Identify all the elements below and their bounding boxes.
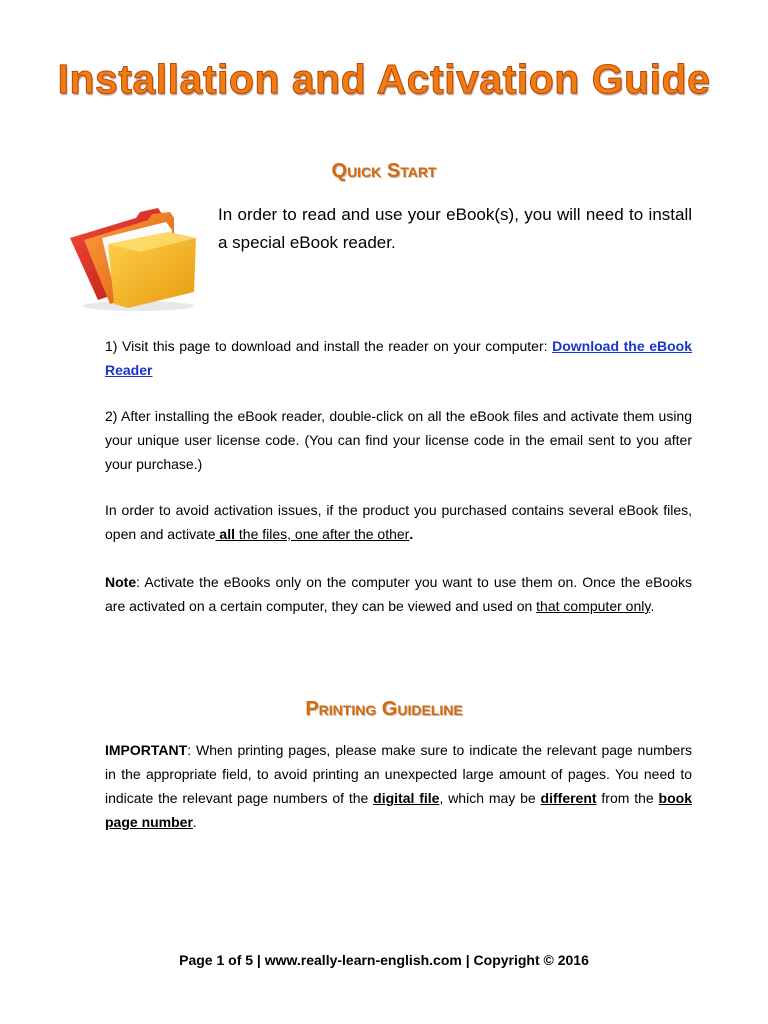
printing-guideline-heading: Printing Guideline [305,698,463,720]
step-2: 2) After installing the eBook reader, double-click on all the eBook files and activate them using your unique user license code. (You can find your license code in the email sent to you after your purchase.) [105,408,692,472]
note-paragraph [105,570,692,618]
note-period: . [650,598,655,614]
step-1-text: 1) Visit this page to download and install the reader on your computer: [105,338,553,354]
book-page-number-emphasis: book page number [105,790,692,830]
digital-file-emphasis: digital file [373,790,440,806]
note-text: : Activate the eBooks only on the computer you want to use them on. Once the eBooks are activated on a certain computer, they can be viewed and used on [105,574,692,614]
printing-text-c: from the [596,790,659,806]
activation-period: . [409,526,414,542]
different-emphasis: different [540,790,597,806]
activation-emphasis-rest: the files, one after the other [235,526,410,542]
folder-stack-icon [66,208,198,312]
printing-period: . [192,814,197,830]
activation-emphasis-all: all [215,526,235,542]
activation-text: In order to avoid activation issues, if the product you purchased contains several eBook files, open and activate [105,502,692,542]
note-underlined: that computer only [536,598,651,614]
download-reader-link[interactable]: Download the eBook Reader [105,338,692,378]
printing-paragraph [105,738,692,834]
printing-text-a: : When printing pages, please make sure to indicate the relevant page numbers in the appropriate field, to avoid printing an unexpected large amount of pages. You need to indicate the relevant page numbers of the [105,742,692,806]
activation-paragraph [105,498,692,546]
page-title: Installation and Activation Guide [57,56,711,102]
note-label: Note [105,574,137,590]
page-footer: Page 1 of 5 | www.really-learn-english.com | Copyright © 2016 [179,952,589,968]
step-1 [105,334,692,382]
important-label: IMPORTANT [105,742,188,758]
quick-start-heading: Quick Start [331,160,437,182]
printing-text-b: , which may be [439,790,541,806]
intro-text: In order to read and use your eBook(s), you will need to install a special eBook reader. [218,205,692,252]
